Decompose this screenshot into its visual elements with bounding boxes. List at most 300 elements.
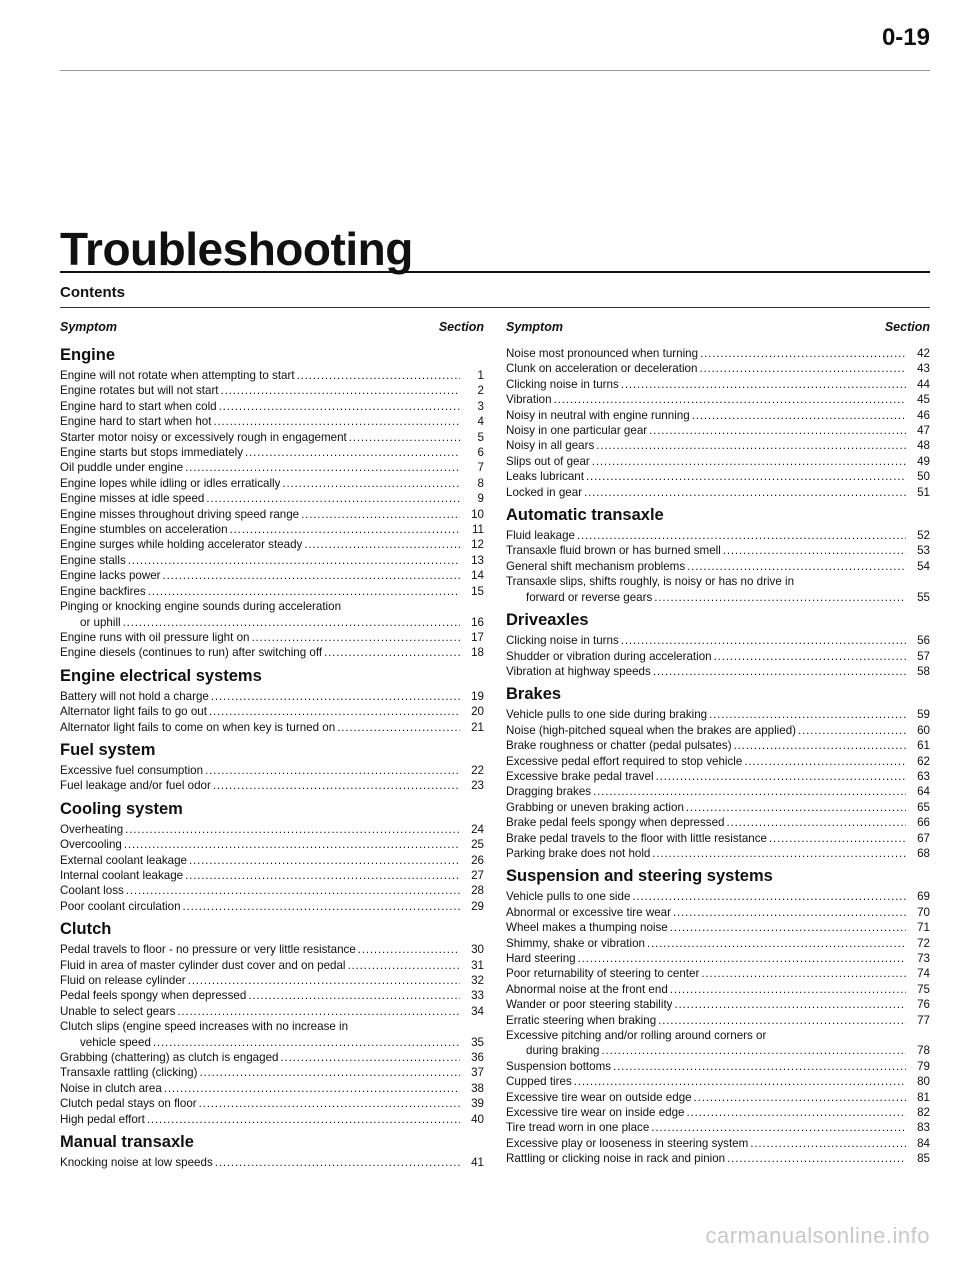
section-number: 20 — [471, 705, 484, 719]
symptom-label: Engine stumbles on acceleration — [60, 523, 228, 537]
symptom-entry — [60, 958, 484, 973]
symptom-list — [506, 707, 930, 861]
symptom-entry — [506, 528, 930, 543]
symptom-label: Excessive pitching and/or rolling around corners or — [506, 1029, 767, 1043]
leader-dots — [211, 689, 460, 704]
section-number: 23 — [471, 779, 484, 793]
leader-dots — [699, 361, 906, 376]
symptom-label: Brake pedal feels spongy when depressed — [506, 816, 725, 830]
symptom-label: Noisy in all gears — [506, 439, 595, 453]
symptom-label: Tire tread worn in one place — [506, 1121, 650, 1135]
symptom-entry — [60, 853, 484, 868]
symptom-entry — [506, 846, 930, 861]
symptom-entry — [506, 723, 930, 738]
leader-dots — [358, 942, 460, 957]
leader-dots — [700, 346, 906, 361]
symptom-label: Locked in gear — [506, 485, 583, 499]
section-number: 54 — [917, 559, 930, 573]
symptom-label: Vehicle pulls to one side during braking — [506, 708, 708, 722]
section-title: Suspension and steering systems — [506, 867, 773, 886]
symptom-entry — [506, 769, 930, 784]
symptom-label: Engine will not rotate when attempting to start — [60, 369, 295, 382]
symptom-entry — [60, 1096, 484, 1111]
leader-dots — [280, 1050, 460, 1065]
leader-dots — [219, 399, 460, 414]
symptom-label: Fluid in area of master cylinder dust cover and on pedal — [60, 958, 346, 972]
symptom-label: Fluid leakage — [506, 529, 575, 543]
symptom-entry — [60, 1112, 484, 1127]
symptom-label: Abnormal noise at the front end — [506, 982, 668, 996]
symptom-label: Grabbing or uneven braking action — [506, 800, 684, 814]
section-number: 76 — [917, 998, 930, 1012]
leader-dots — [185, 460, 460, 475]
symptom-label: Knocking noise at low speeds — [60, 1156, 213, 1170]
leader-dots — [324, 645, 460, 660]
section-number: 32 — [471, 974, 484, 987]
symptom-list — [506, 889, 930, 1166]
symptom-label: Engine hard to start when hot — [60, 415, 212, 429]
section-number: 52 — [917, 529, 930, 543]
symptom-entry — [60, 537, 484, 552]
contents-section — [60, 741, 484, 794]
symptom-label: Pedal travels to floor - no pressure or very little resistance — [60, 943, 356, 957]
contents-section — [60, 1133, 484, 1170]
leader-dots — [586, 469, 906, 484]
column-header — [60, 320, 484, 334]
symptom-entry — [506, 469, 930, 484]
leader-dots — [199, 1065, 460, 1080]
symptom-entry — [60, 778, 484, 793]
section-number: 70 — [917, 905, 930, 919]
section-number: 4 — [477, 415, 484, 429]
leader-dots — [687, 559, 906, 574]
symptom-entry — [60, 1155, 484, 1170]
leader-dots — [349, 430, 460, 445]
leader-dots — [128, 553, 460, 568]
symptom-entry — [506, 423, 930, 438]
leader-dots — [188, 973, 460, 988]
leader-dots — [593, 784, 906, 799]
symptom-list — [506, 528, 930, 605]
symptom-entry — [60, 399, 484, 414]
symptom-entry — [60, 822, 484, 837]
symptom-list — [60, 368, 484, 661]
symptom-list — [60, 689, 484, 735]
symptom-entry — [506, 800, 930, 815]
leader-dots — [123, 615, 460, 630]
contents-section — [60, 920, 484, 1127]
leader-dots — [674, 997, 906, 1012]
section-number: 25 — [471, 838, 484, 852]
symptom-label: Vibration at highway speeds — [506, 664, 651, 678]
section-number: 81 — [917, 1090, 930, 1104]
leader-dots — [577, 528, 906, 543]
symptom-entry — [506, 982, 930, 997]
section-number: 73 — [917, 952, 930, 965]
section-number: 34 — [471, 1004, 484, 1018]
leader-dots — [694, 1090, 906, 1105]
section-number: 46 — [917, 408, 930, 422]
section-number: 22 — [471, 763, 484, 777]
symptom-entry — [506, 574, 930, 605]
section-title: Driveaxles — [506, 611, 589, 630]
leader-dots — [206, 491, 460, 506]
symptom-entry — [60, 599, 484, 630]
leader-dots — [651, 1120, 906, 1135]
symptom-label: Engine diesels (continues to run) after switching off — [60, 646, 323, 660]
symptom-entry — [60, 883, 484, 898]
symptom-label: High pedal effort — [60, 1112, 145, 1126]
leader-dots — [744, 754, 906, 769]
leader-dots — [304, 537, 460, 552]
leader-dots — [574, 1074, 906, 1089]
symptom-entry — [506, 346, 930, 361]
section-number: 75 — [917, 982, 930, 996]
symptom-label: Clunk on acceleration or deceleration — [506, 362, 698, 376]
leader-dots — [153, 1035, 460, 1050]
symptom-label-continued: vehicle speed — [80, 1035, 151, 1049]
section-number: 55 — [917, 590, 930, 604]
symptom-entry — [506, 831, 930, 846]
section-number: 7 — [477, 461, 484, 475]
symptom-header: Symptom — [506, 320, 563, 334]
symptom-entry — [506, 784, 930, 799]
section-number: 12 — [471, 538, 484, 552]
symptom-label-continued: forward or reverse gears — [526, 590, 653, 604]
symptom-entry — [506, 1074, 930, 1089]
contents-heading: Contents — [60, 284, 125, 301]
section-number: 61 — [917, 739, 930, 753]
section-number: 13 — [471, 553, 484, 567]
right-sections — [506, 346, 930, 1167]
symptom-entry — [60, 368, 484, 383]
leader-dots — [654, 590, 906, 605]
symptom-label: Excessive pedal effort required to stop vehicle — [506, 754, 743, 768]
leader-dots — [647, 936, 906, 951]
watermark: carmanualsonline.info — [705, 1223, 930, 1248]
symptom-entry — [506, 1105, 930, 1120]
section-number: 45 — [917, 393, 930, 407]
section-number: 1 — [477, 369, 484, 382]
symptom-entry — [60, 1019, 484, 1050]
leader-dots — [282, 476, 460, 491]
symptom-entry — [506, 454, 930, 469]
symptom-label: Excessive play or looseness in steering system — [506, 1136, 749, 1150]
leader-dots — [727, 815, 907, 830]
symptom-entry — [60, 899, 484, 914]
section-number: 57 — [917, 649, 930, 663]
leader-dots — [297, 368, 460, 383]
section-number: 15 — [471, 584, 484, 598]
section-number: 83 — [917, 1121, 930, 1135]
symptom-label: Slips out of gear — [506, 454, 590, 468]
leader-dots — [652, 846, 906, 861]
title-rule — [60, 271, 930, 273]
section-number: 66 — [917, 816, 930, 830]
symptom-label: Excessive fuel consumption — [60, 763, 204, 777]
symptom-label: Overcooling — [60, 838, 122, 852]
symptom-entry — [60, 988, 484, 1003]
section-number: 2 — [477, 384, 484, 398]
leader-dots — [183, 899, 460, 914]
symptom-label: Engine surges while holding accelerator steady — [60, 538, 303, 552]
section-number: 65 — [917, 800, 930, 814]
symptom-label: Overheating — [60, 822, 124, 836]
section-title: Manual transaxle — [60, 1133, 194, 1152]
leader-dots — [621, 633, 906, 648]
symptom-label: Poor returnability of steering to center — [506, 967, 700, 981]
symptom-entry — [506, 936, 930, 951]
symptom-label: General shift mechanism problems — [506, 559, 686, 573]
symptom-list — [60, 942, 484, 1127]
section-number: 53 — [917, 544, 930, 558]
symptom-label: Alternator light fails to go out — [60, 705, 207, 719]
leader-dots — [126, 883, 460, 898]
leader-dots — [185, 868, 460, 883]
symptom-label: Wander or poor steering stability — [506, 998, 673, 1012]
symptom-entry — [506, 649, 930, 664]
section-number: 38 — [471, 1081, 484, 1095]
symptom-entry — [506, 392, 930, 407]
column-header — [506, 320, 930, 334]
leader-dots — [769, 831, 906, 846]
symptom-entry — [506, 1090, 930, 1105]
symptom-entry — [506, 815, 930, 830]
leader-dots — [205, 763, 460, 778]
leader-dots — [215, 1155, 460, 1170]
leader-dots — [750, 1136, 906, 1151]
symptom-label: Cupped tires — [506, 1075, 572, 1089]
leader-dots — [125, 822, 460, 837]
symptom-label: Parking brake does not hold — [506, 846, 651, 860]
leader-dots — [673, 905, 906, 920]
leader-dots — [248, 988, 460, 1003]
section-number: 67 — [917, 831, 930, 845]
symptom-entry — [506, 738, 930, 753]
section-title: Clutch — [60, 920, 112, 939]
section-number: 16 — [471, 615, 484, 629]
leader-dots — [245, 445, 460, 460]
symptom-label: Shimmy, shake or vibration — [506, 936, 645, 950]
symptom-entry — [506, 997, 930, 1012]
symptom-entry — [60, 704, 484, 719]
leader-dots — [554, 392, 906, 407]
section-title: Engine — [60, 346, 116, 364]
symptom-label: Engine lacks power — [60, 569, 161, 583]
left-sections — [60, 346, 484, 1170]
symptom-list — [60, 763, 484, 794]
section-number: 24 — [471, 822, 484, 836]
section-number: 64 — [917, 785, 930, 799]
section-number: 60 — [917, 723, 930, 737]
leader-dots — [177, 1004, 460, 1019]
section-number: 19 — [471, 689, 484, 703]
symptom-label: Transaxle fluid brown or has burned smell — [506, 544, 721, 558]
symptom-entry — [60, 763, 484, 778]
section-number: 80 — [917, 1075, 930, 1089]
leader-dots — [147, 1112, 460, 1127]
symptom-entry — [506, 633, 930, 648]
symptom-label: Starter motor noisy or excessively rough in engagement — [60, 430, 347, 444]
symptom-label: Engine runs with oil pressure light on — [60, 630, 250, 644]
leader-dots — [734, 738, 906, 753]
leader-dots — [337, 720, 460, 735]
leader-dots — [601, 1043, 906, 1058]
leader-dots — [348, 958, 461, 973]
leader-dots — [592, 454, 906, 469]
symptom-label: Transaxle rattling (clicking) — [60, 1066, 198, 1080]
section-number: 84 — [917, 1136, 930, 1150]
section-number: 17 — [471, 630, 484, 644]
leader-dots — [124, 837, 460, 852]
symptom-label: Excessive brake pedal travel — [506, 769, 654, 783]
symptom-entry — [506, 889, 930, 904]
leader-dots — [164, 1081, 460, 1096]
section-title: Engine electrical systems — [60, 666, 262, 685]
symptom-label: Brake roughness or chatter (pedal pulsates) — [506, 739, 732, 753]
symptom-entry — [60, 476, 484, 491]
symptom-label: Engine misses at idle speed — [60, 492, 205, 506]
symptom-header: Symptom — [60, 320, 117, 334]
symptom-label: Shudder or vibration during acceleration — [506, 649, 712, 663]
section-number: 39 — [471, 1097, 484, 1111]
section-number: 82 — [917, 1106, 930, 1120]
symptom-label: Vibration — [506, 393, 552, 407]
section-number: 43 — [917, 362, 930, 376]
symptom-label: Engine misses throughout driving speed range — [60, 507, 300, 521]
symptom-label: Internal coolant leakage — [60, 868, 184, 882]
section-number: 48 — [917, 439, 930, 453]
symptom-entry — [506, 754, 930, 769]
symptom-label: Noise most pronounced when turning — [506, 347, 699, 360]
symptom-entry — [60, 942, 484, 957]
section-number: 29 — [471, 899, 484, 913]
section-number: 40 — [471, 1112, 484, 1126]
leader-dots — [727, 1151, 906, 1166]
section-number: 77 — [917, 1013, 930, 1027]
leader-dots — [714, 649, 906, 664]
leader-dots — [692, 408, 906, 423]
section-number: 26 — [471, 853, 484, 867]
contents-section — [506, 867, 930, 1166]
section-number: 79 — [917, 1059, 930, 1073]
leader-dots — [189, 853, 460, 868]
section-number: 35 — [471, 1035, 484, 1049]
section-number: 8 — [477, 476, 484, 490]
symptom-label: Pinging or knocking engine sounds during acceleration — [60, 600, 342, 614]
section-title: Fuel system — [60, 740, 156, 759]
symptom-label: Hard steering — [506, 952, 576, 965]
section-number: 63 — [917, 769, 930, 783]
section-number: 10 — [471, 507, 484, 521]
symptom-label: Engine hard to start when cold — [60, 399, 217, 413]
symptom-entry — [506, 966, 930, 981]
section-number: 78 — [917, 1044, 930, 1058]
leader-dots — [213, 778, 460, 793]
section-header: Section — [438, 320, 484, 334]
leader-dots — [578, 951, 906, 966]
symptom-entry — [506, 408, 930, 423]
leader-dots — [621, 377, 906, 392]
page-number: 0-19 — [881, 24, 930, 51]
symptom-entry — [506, 438, 930, 453]
symptom-label: Clutch slips (engine speed increases with no increase in — [60, 1020, 349, 1034]
leader-dots — [709, 707, 906, 722]
symptom-entry — [60, 720, 484, 735]
section-number: 42 — [917, 347, 930, 360]
leader-dots — [213, 414, 460, 429]
symptom-label: Poor coolant circulation — [60, 899, 181, 913]
symptom-entry — [60, 1050, 484, 1065]
section-number: 68 — [917, 846, 930, 860]
section-title: Cooling system — [60, 799, 183, 818]
symptom-label-continued: or uphill — [80, 615, 121, 629]
contents-section — [60, 667, 484, 735]
section-number: 14 — [471, 569, 484, 583]
symptom-label: Engine rotates but will not start — [60, 384, 219, 398]
leader-dots — [199, 1096, 460, 1111]
symptom-label: Noisy in one particular gear — [506, 424, 648, 438]
section-number: 58 — [917, 664, 930, 678]
leader-dots — [670, 982, 906, 997]
leader-dots — [301, 507, 460, 522]
contents-section — [60, 346, 484, 661]
symptom-entry — [60, 689, 484, 704]
section-title: Automatic transaxle — [506, 506, 664, 525]
symptom-label: Noise in clutch area — [60, 1081, 162, 1095]
leader-dots — [656, 769, 906, 784]
symptom-entry — [60, 837, 484, 852]
symptom-entry — [506, 920, 930, 935]
symptom-label: Coolant loss — [60, 884, 124, 898]
page-title: Troubleshooting — [60, 223, 413, 275]
section-number: 47 — [917, 424, 930, 438]
symptom-entry — [506, 1059, 930, 1074]
symptom-label: Battery will not hold a charge — [60, 689, 209, 703]
section-number: 37 — [471, 1066, 484, 1080]
symptom-entry — [506, 664, 930, 679]
symptom-label: Fluid on release cylinder — [60, 974, 186, 987]
symptom-entry — [60, 1081, 484, 1096]
contents-section — [506, 506, 930, 605]
symptom-entry — [60, 445, 484, 460]
symptom-label: Excessive tire wear on inside edge — [506, 1106, 685, 1120]
symptom-entry — [60, 1065, 484, 1080]
symptom-entry — [60, 383, 484, 398]
section-number: 44 — [917, 377, 930, 391]
leader-dots — [723, 543, 906, 558]
symptom-entry — [506, 951, 930, 966]
symptom-label: Clicking noise in turns — [506, 377, 619, 391]
leader-dots — [596, 438, 906, 453]
section-number: 30 — [471, 943, 484, 957]
section-header: Section — [884, 320, 930, 334]
leader-dots — [251, 630, 460, 645]
section-number: 59 — [917, 708, 930, 722]
section-number: 74 — [917, 967, 930, 981]
leader-dots — [686, 800, 906, 815]
symptom-list — [60, 822, 484, 914]
symptom-entry — [60, 1004, 484, 1019]
symptom-entry — [60, 414, 484, 429]
section-number: 33 — [471, 989, 484, 1003]
section-number: 31 — [471, 958, 484, 972]
leader-dots — [687, 1105, 906, 1120]
section-number: 56 — [917, 634, 930, 648]
symptom-entry — [60, 584, 484, 599]
contents-section — [60, 800, 484, 914]
symptom-label: Dragging brakes — [506, 785, 592, 799]
